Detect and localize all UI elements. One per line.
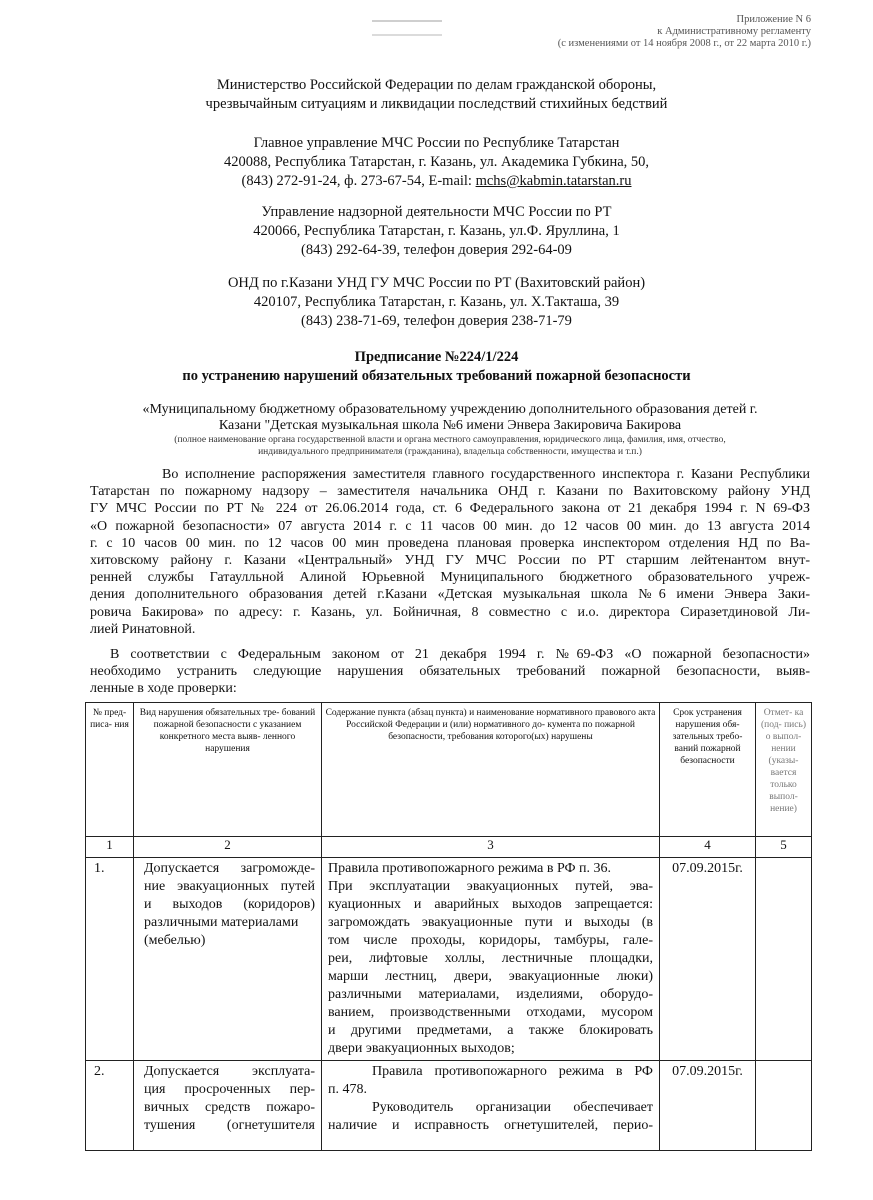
addressee-block xyxy=(90,402,810,458)
main-directorate-phone: (843) 272-91-24, ф. 273-67-54, E-mail: xyxy=(241,173,476,189)
content-line: При эксплуатации эвакуационных путей, эва- xyxy=(328,879,653,894)
supervision-phone: (843) 292-64-39, телефон доверия 292-64-09 xyxy=(301,242,572,258)
paragraph-line: ровича Бакирова» по адресу: г. Казань, ул. Бойничная, 8 совместно с и.о. директора Сиразетдиновой Ли- xyxy=(90,604,810,620)
law-paragraph xyxy=(90,646,810,698)
row-number: 1. xyxy=(86,858,134,1061)
content-line: Правила противопожарного режима в РФ xyxy=(372,1064,653,1079)
content-line: реи, лифтовые холлы, лестничные площадки, xyxy=(328,951,653,966)
violation-line: ция просроченных пер- xyxy=(144,1082,315,1097)
column-number: 1 xyxy=(86,837,134,858)
row-mark xyxy=(756,858,812,1061)
paragraph-line: лией Ринатовной. xyxy=(90,621,196,637)
content-line: марши лестниц, двери, эвакуационные люки) xyxy=(328,969,653,984)
violation-line: (мебелью) xyxy=(144,933,206,948)
document-title xyxy=(0,348,873,386)
annex-note xyxy=(471,14,811,50)
ond-phone: (843) 238-71-69, телефон доверия 238-71-79 xyxy=(301,313,572,329)
violations-table xyxy=(85,702,812,1151)
title-subject: по устранению нарушений обязательных требований пожарной безопасности xyxy=(182,368,691,384)
paragraph-line: г. с 10 часов 00 мин. по 12 часов 00 мин проведена плановая проверка инспектором отделения НД по Ва- xyxy=(90,535,810,551)
addressee-line-1: «Муниципальному бюджетному образовательному учреждению дополнительного образования детей г. xyxy=(142,402,758,417)
table-header-row xyxy=(86,703,812,837)
header-deadline: Срок устранения нарушения обя- зательных требо- ваний пожарной безопасности xyxy=(660,703,756,837)
row-deadline: 07.09.2015г. xyxy=(660,1061,756,1151)
row-content xyxy=(322,858,660,1061)
row-content xyxy=(322,1061,660,1151)
row-violation xyxy=(134,1061,322,1151)
header-mark: Отмет- ка (под- пись) о выпол- нении (указы- вается только выпол- нение) xyxy=(756,703,812,837)
inspection-paragraph xyxy=(90,466,810,638)
paragraph-line: ГУ МЧС России по РТ № 224 от 26.06.2014 года, ст. 6 Федерального закона от 21 декабря 1994 г. N 69-ФЗ xyxy=(90,501,810,517)
main-directorate-contacts xyxy=(0,172,873,191)
main-directorate-name: Главное управление МЧС России по Республике Татарстан xyxy=(253,135,620,151)
row-deadline: 07.09.2015г. xyxy=(660,858,756,1061)
supervision-address: 420066, Республика Татарстан, г. Казань, ул.Ф. Яруллина, 1 xyxy=(253,223,620,239)
content-line: двери эвакуационных выходов; xyxy=(328,1041,515,1056)
violation-line: и выходов (коридоров) xyxy=(144,897,315,912)
paragraph-line: ленные в ходе проверки: xyxy=(90,681,237,697)
ministry-header xyxy=(0,76,873,114)
content-line: и другими предметами, а также блокировать xyxy=(328,1023,653,1038)
paragraph-line: Во исполнение распоряжения заместителя главного государственного инспектора г. Казани Республики xyxy=(162,467,810,482)
column-number: 2 xyxy=(134,837,322,858)
column-number: 4 xyxy=(660,837,756,858)
paragraph-line: ренней службы Гатаулльной Алиной Юрьевной Муниципального бюджетного образовательного учреж- xyxy=(90,570,810,586)
header-violation: Вид нарушения обязательных тре- бований пожарной безопасности с указанием конкретного места выяв- ленного нарушения xyxy=(134,703,322,837)
addressee-line-2: Казани "Детская музыкальная школа №6 имени Энвера Закировича Бакирова xyxy=(218,418,682,433)
content-line: том числе проходы, коридоры, тамбуры, гале- xyxy=(328,933,653,948)
paragraph-line: хитовскому району г. Казани «Центральный» УНД ГУ МЧС России по РТ старшим лейтенантом внут- xyxy=(90,553,810,569)
main-directorate-address: 420088, Республика Татарстан, г. Казань, ул. Академика Губкина, 50, xyxy=(223,154,650,170)
supervision-directorate xyxy=(0,203,873,260)
violation-line: тушения (огнетушителя xyxy=(144,1118,315,1133)
annex-line: (с изменениями от 14 ноября 2008 г., от 22 марта 2010 г.) xyxy=(557,38,811,49)
row-number: 2. xyxy=(86,1061,134,1151)
ministry-line: чрезвычайным ситуациям и ликвидации последствий стихийных бедствий xyxy=(205,96,668,112)
table-row xyxy=(86,858,812,1061)
content-line: Руководитель организации обеспечивает xyxy=(372,1100,653,1115)
violation-line: вичных средств пожаро- xyxy=(144,1100,315,1115)
paragraph-line: необходимо устранить следующие нарушения обязательных требований пожарной безопасности, выяв- xyxy=(90,664,810,680)
paragraph-line: Татарстан по пожарному надзору – заместителя начальника ОНД г. Казани по Вахитовскому району УНД xyxy=(90,484,810,500)
table-row xyxy=(86,1061,812,1151)
addressee-note-1: (полное наименование органа государственной власти и органа местного самоуправления, юридического лица, фамилия, имя, отчество, xyxy=(174,435,726,445)
header-content: Содержание пункта (абзац пункта) и наименование нормативного правового акта Российской Федерации и (или) нормативного до- кумента по пожарной безопасности, требования которого(ых) нарушены xyxy=(322,703,660,837)
supervision-name: Управление надзорной деятельности МЧС России по РТ xyxy=(261,204,612,220)
paragraph-line: дения дополнительного образования детей г.Казани «Детская музыкальная школа №6 имени Энвера Заки- xyxy=(90,587,810,603)
row-mark xyxy=(756,1061,812,1151)
ond-department xyxy=(0,274,873,331)
ond-name: ОНД по г.Казани УНД ГУ МЧС России по РТ (Вахитовский район) xyxy=(227,275,646,291)
content-line: загромождать эвакуационные пути и выходы (в xyxy=(328,915,653,930)
main-directorate xyxy=(0,134,873,191)
title-number: Предписание №224/1/224 xyxy=(354,349,519,365)
paragraph-line: «О пожарной безопасности» 07 августа 2014 г. с 11 часов 00 мин. до 12 часов 00 мин. до 13 августа 2014 xyxy=(90,518,810,534)
content-line: п. 478. xyxy=(328,1082,367,1097)
annex-line: к Административному регламенту xyxy=(657,26,811,37)
column-number: 5 xyxy=(756,837,812,858)
header-number: № пред- писа- ния xyxy=(86,703,134,837)
violation-line: различными материалами xyxy=(144,915,299,930)
content-line: ванием, производственными отходами, мусором xyxy=(328,1005,653,1020)
table-column-numbers xyxy=(86,837,812,858)
ond-address: 420107, Республика Татарстан, г. Казань, ул. Х.Такташа, 39 xyxy=(253,294,620,310)
ministry-line: Министерство Российской Федерации по делам гражданской обороны, xyxy=(216,77,657,93)
column-number: 3 xyxy=(322,837,660,858)
content-line: Правила противопожарного режима в РФ п. 36. xyxy=(328,861,612,876)
annex-line: Приложение N 6 xyxy=(736,14,811,25)
violation-line: Допускается загроможде- xyxy=(144,861,315,876)
content-line: куационных и аварийных выходов запрещается: xyxy=(328,897,653,912)
violation-line: ние эвакуационных путей xyxy=(144,879,315,894)
content-line: различными материалами, изделиями, оборудо- xyxy=(328,987,653,1002)
email-link[interactable]: mchs@kabmin.tatarstan.ru xyxy=(475,173,632,189)
content-line: наличие и исправность огнетушителей, перио- xyxy=(328,1118,653,1133)
violation-line: Допускается эксплуата- xyxy=(144,1064,315,1079)
row-violation xyxy=(134,858,322,1061)
paragraph-line: В соответствии с Федеральным законом от 21 декабря 1994 г. №69-ФЗ «О пожарной безопасности» xyxy=(110,647,810,662)
addressee-note-2: индивидуального предпринимателя (гражданина), владельца собственности, имущества и т.п.) xyxy=(258,447,642,457)
header-stamp xyxy=(372,20,442,36)
